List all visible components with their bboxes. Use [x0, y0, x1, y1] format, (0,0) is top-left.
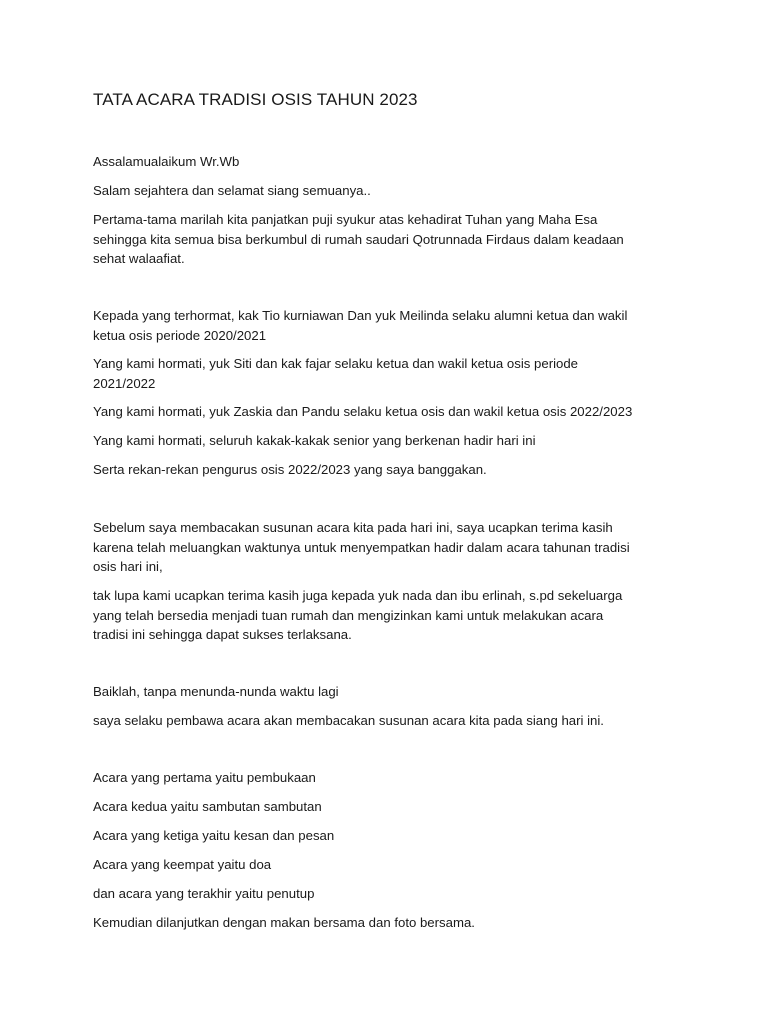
text-line: Yang kami hormati, yuk Zaskia dan Pandu selaku ketua osis dan wakil ketua osis 2022/2023 — [93, 404, 633, 419]
paragraph-greeting — [93, 152, 693, 172]
text-line: dan acara yang terakhir yaitu penutup — [93, 886, 315, 901]
text-line: Sebelum saya membacakan susunan acara kita pada hari ini, saya ucapkan terima kasih — [93, 520, 613, 535]
text-line: saya selaku pembawa acara akan membacakan susunan acara kita pada siang hari ini. — [93, 713, 604, 728]
paragraph-transition — [93, 682, 693, 702]
paragraph-announce-agenda — [93, 711, 693, 731]
text-line: Acara yang keempat yaitu doa — [93, 857, 272, 872]
paragraph-2022-greeting — [93, 402, 693, 422]
text-line: yang telah bersedia menjadi tuan rumah dan mengizinkan kami untuk melakukan acara — [93, 607, 604, 623]
text-line: Salam sejahtera dan selamat siang semuanya.. — [93, 183, 371, 198]
agenda-item-3 — [93, 826, 693, 846]
agenda-item-5 — [93, 884, 693, 904]
text-line: Kemudian dilanjutkan dengan makan bersama dan foto bersama. — [93, 915, 475, 930]
text-line: Acara kedua yaitu sambutan sambutan — [93, 799, 322, 814]
agenda-item-4 — [93, 855, 693, 875]
paragraph-opening-prayer — [93, 210, 693, 269]
text-line: Acara yang pertama yaitu pembukaan — [93, 770, 316, 785]
text-line: tradisi ini sehingga dapat sukses terlaksana. — [93, 627, 352, 642]
text-line: Kepada yang terhormat, kak Tio kurniawan Dan yuk Meilinda selaku alumni ketua dan wakil — [93, 308, 628, 323]
agenda-item-1 — [93, 768, 693, 788]
text-line: sehat walaafiat. — [93, 251, 185, 266]
text-line: sehingga kita semua bisa berkumbul di rumah saudari Qotrunnada Firdaus dalam keadaan — [93, 231, 624, 247]
paragraph-closing — [93, 913, 693, 933]
agenda-item-2 — [93, 797, 693, 817]
paragraph-senior-greeting — [93, 431, 693, 451]
paragraph-thanks-attendance — [93, 518, 693, 577]
text-line: Yang kami hormati, seluruh kakak-kakak senior yang berkenan hadir hari ini — [93, 433, 536, 448]
paragraph-thanks-host — [93, 586, 693, 645]
text-line: Assalamualaikum Wr.Wb — [93, 154, 240, 169]
text-line: Acara yang ketiga yaitu kesan dan pesan — [93, 828, 335, 843]
text-line: Serta rekan-rekan pengurus osis 2022/2023 yang saya banggakan. — [93, 462, 487, 477]
paragraph-members-greeting — [93, 460, 693, 480]
text-line: Pertama-tama marilah kita panjatkan puji syukur atas kehadirat Tuhan yang Maha Esa — [93, 212, 598, 227]
text-line: karena telah meluangkan waktunya untuk menyempatkan hadir dalam acara tahunan tradisi — [93, 539, 630, 555]
paragraph-salam — [93, 181, 693, 201]
paragraph-2021-greeting — [93, 354, 693, 393]
paragraph-alumni-greeting — [93, 306, 693, 345]
text-line: 2021/2022 — [93, 375, 156, 391]
document-title: TATA ACARA TRADISI OSIS TAHUN 2023 — [93, 90, 418, 109]
text-line: Yang kami hormati, yuk Siti dan kak fajar selaku ketua dan wakil ketua osis periode — [93, 356, 579, 371]
text-line: osis hari ini, — [93, 559, 163, 574]
text-line: tak lupa kami ucapkan terima kasih juga kepada yuk nada dan ibu erlinah, s.pd sekeluarga — [93, 588, 623, 603]
text-line: ketua osis periode 2020/2021 — [93, 327, 267, 343]
text-line: Baiklah, tanpa menunda-nunda waktu lagi — [93, 684, 339, 699]
